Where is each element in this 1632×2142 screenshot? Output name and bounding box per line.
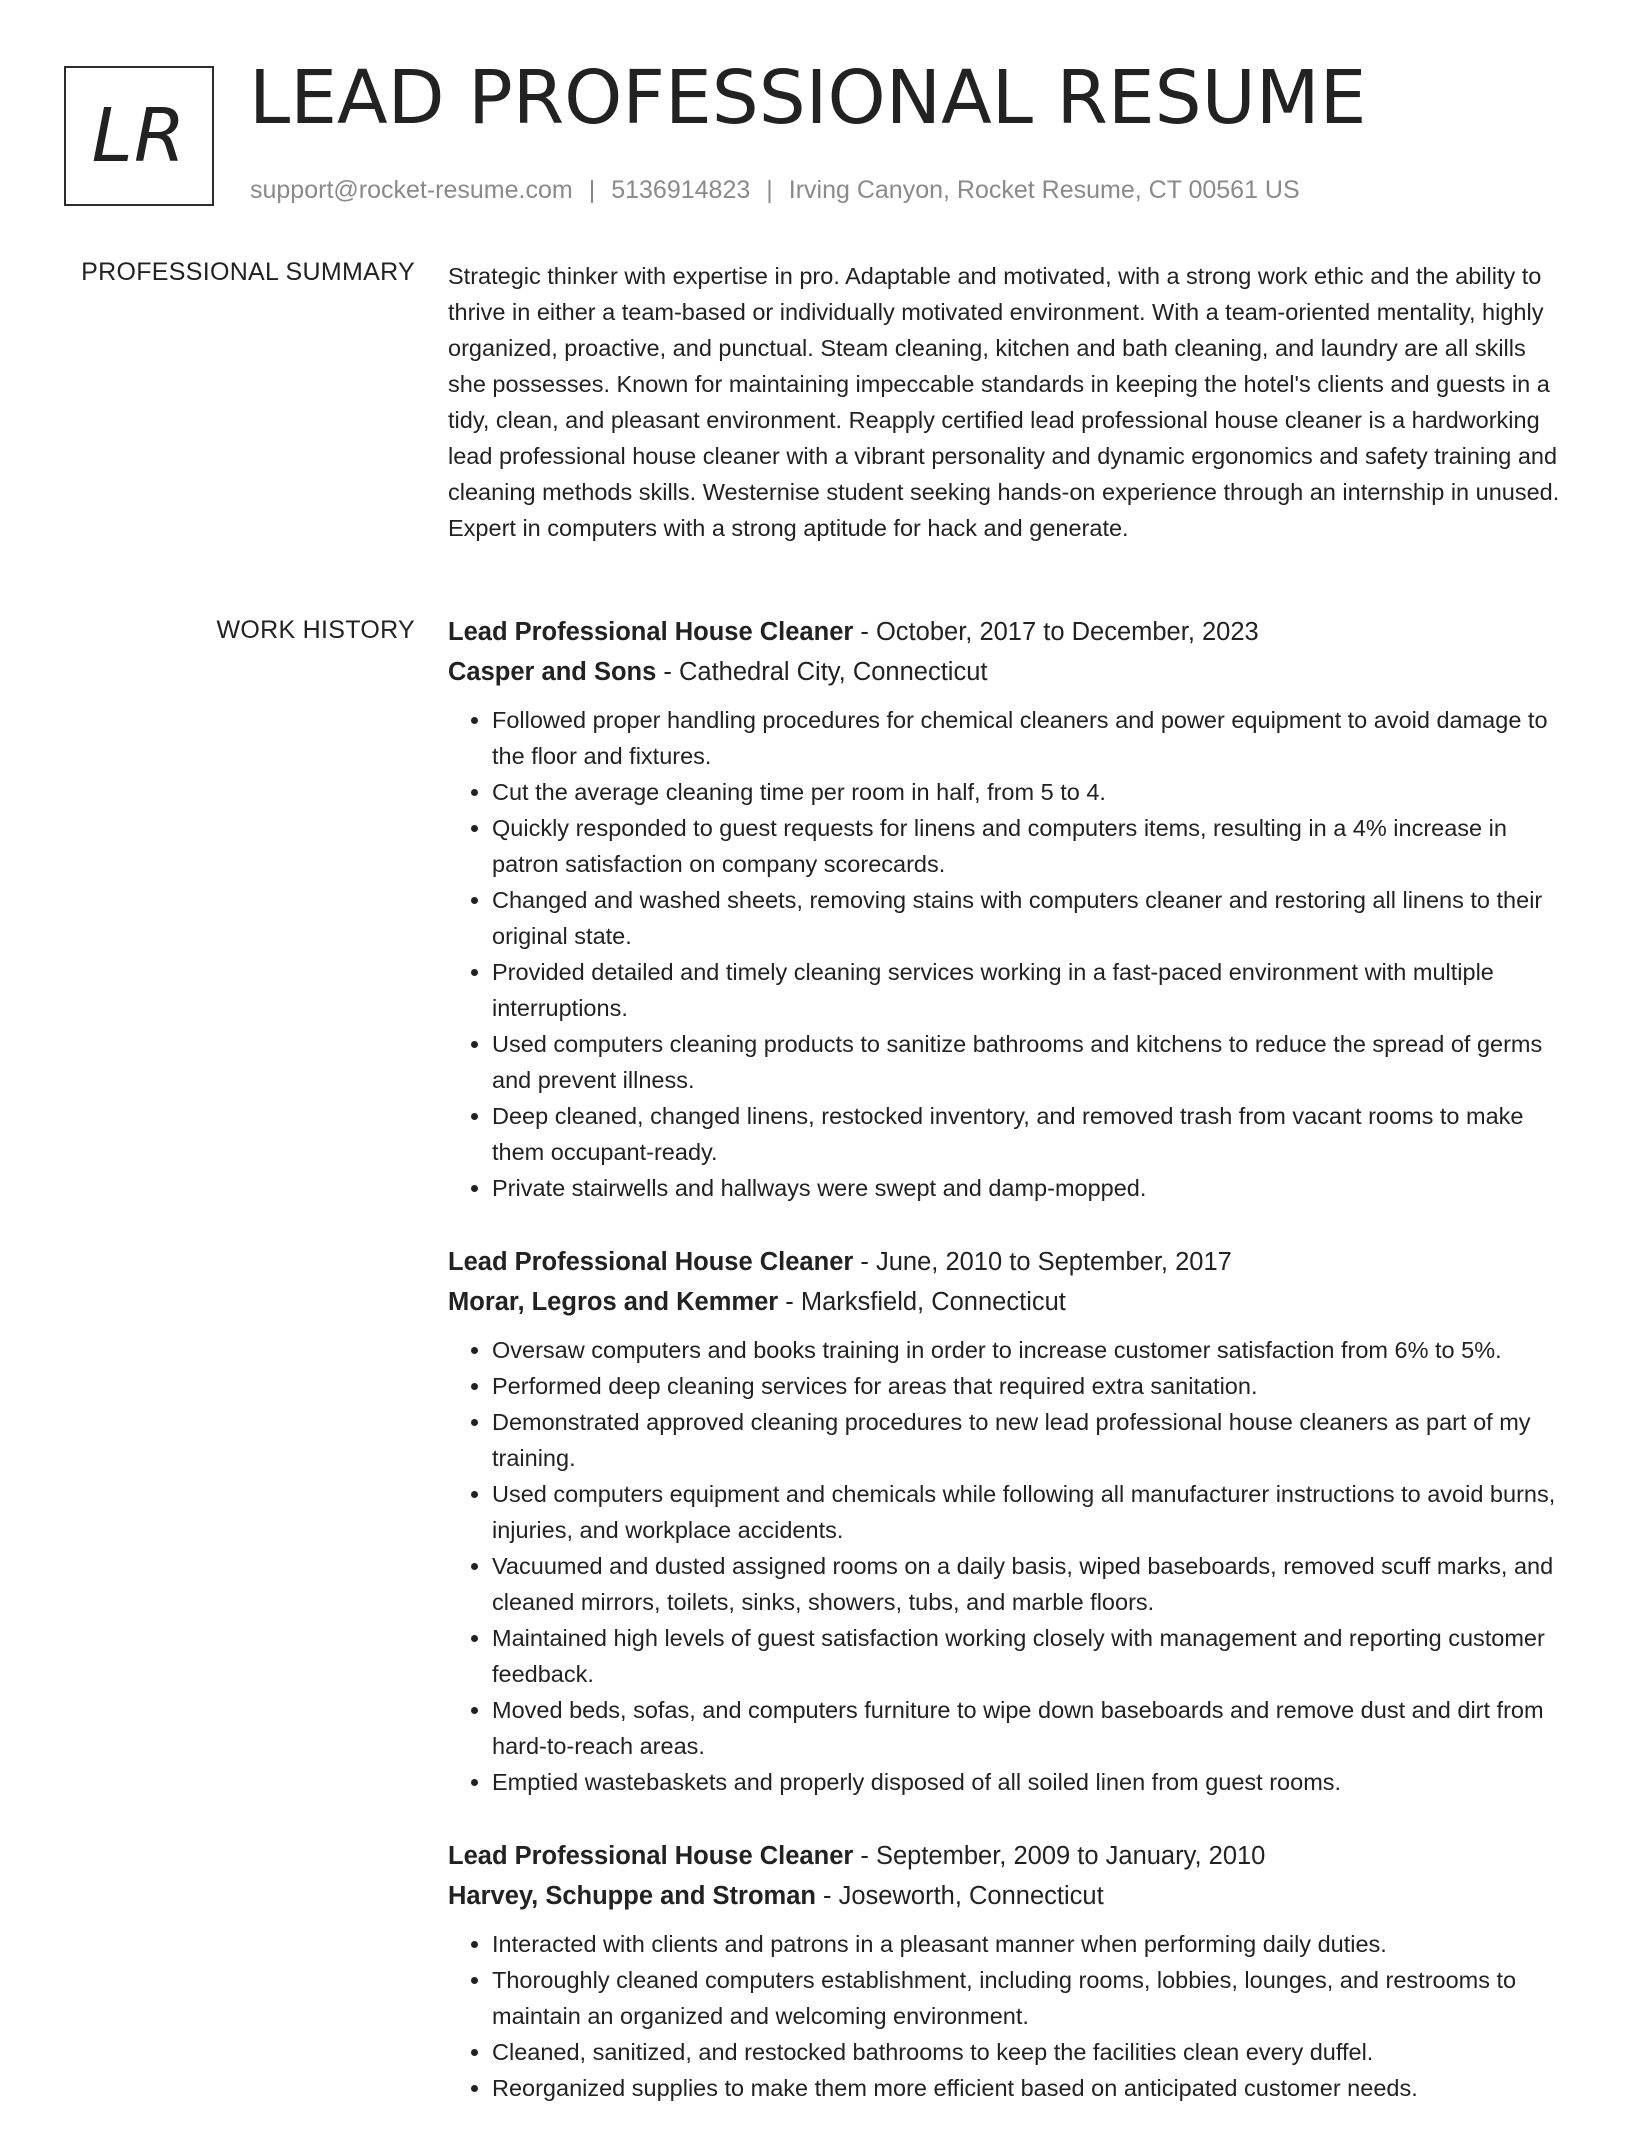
job-title-line: [448, 1836, 1566, 1876]
job-bullets: [448, 1332, 1566, 1800]
job-bullet: • Private stairwells and hallways were swept and damp-mopped.: [492, 1170, 1566, 1206]
job-bullet: • Interacted with clients and patrons in a pleasant manner when performing daily duties.: [492, 1926, 1566, 1962]
job-bullet: • Moved beds, sofas, and computers furniture to wipe down baseboards and remove dust and dirt from hard-to-reach areas.: [492, 1692, 1566, 1764]
job-company: Harvey, Schuppe and Stroman: [448, 1882, 816, 1910]
job-company: Morar, Legros and Kemmer: [448, 1288, 779, 1316]
contact-email[interactable]: support@rocket-resume.com: [250, 176, 573, 204]
job-bullets: [448, 702, 1566, 1206]
job-bullet: • Quickly responded to guest requests for linens and computers items, resulting in a 4% increase in patron satisfaction on company scorecards.: [492, 810, 1566, 882]
contact-phone[interactable]: 5136914823: [611, 176, 751, 204]
job-bullet: • Deep cleaned, changed linens, restocked inventory, and removed trash from vacant rooms to make them occupant-ready.: [492, 1098, 1566, 1170]
job-title-line: [448, 612, 1566, 652]
job-title: Lead Professional House Cleaner: [448, 618, 854, 646]
job-company-line: [448, 1876, 1566, 1916]
job-bullet: • Vacuumed and dusted assigned rooms on a daily basis, wiped baseboards, removed scuff marks, and cleaned mirrors, toilets, sinks, showers, tubs, and marble floors.: [492, 1548, 1566, 1620]
job-bullet: • Changed and washed sheets, removing stains with computers cleaner and restoring all linens to their original state.: [492, 882, 1566, 954]
job-bullet: • Thoroughly cleaned computers establishment, including rooms, lobbies, lounges, and restrooms to maintain an organized and welcoming environment.: [492, 1962, 1566, 2034]
job-bullet: • Performed deep cleaning services for areas that required extra sanitation.: [492, 1368, 1566, 1404]
contact-line: [250, 176, 1300, 205]
resume-title: LEAD PROFESSIONAL RESUME: [249, 55, 1367, 141]
job-bullet: • Used computers equipment and chemicals while following all manufacturer instructions to avoid burns, injuries, and workplace accidents.: [492, 1476, 1566, 1548]
job-location: - Joseworth, Connecticut: [815, 1882, 1104, 1910]
job-title: Lead Professional House Cleaner: [448, 1842, 854, 1870]
job-bullet: • Demonstrated approved cleaning procedures to new lead professional house cleaners as part of my training.: [492, 1404, 1566, 1476]
job-entry: [448, 1242, 1566, 1800]
job-title: Lead Professional House Cleaner: [448, 1248, 854, 1276]
job-location: - Cathedral City, Connecticut: [656, 658, 988, 686]
job-dates: - October, 2017 to December, 2023: [853, 618, 1259, 646]
job-bullet: • Oversaw computers and books training in order to increase customer satisfaction from 6% to 5%.: [492, 1332, 1566, 1368]
job-company: Casper and Sons: [448, 658, 657, 686]
job-title-line: [448, 1242, 1566, 1282]
job-bullets: [448, 1926, 1566, 2106]
job-bullet: • Reorganized supplies to make them more efficient based on anticipated customer needs.: [492, 2070, 1566, 2106]
job-bullet: • Maintained high levels of guest satisfaction working closely with management and reporting customer feedback.: [492, 1620, 1566, 1692]
job-location: - Marksfield, Connecticut: [778, 1288, 1066, 1316]
work-history-body: [448, 612, 1566, 2142]
job-dates: - September, 2009 to January, 2010: [853, 1842, 1266, 1870]
summary-text: Strategic thinker with expertise in pro. Adaptable and motivated, with a strong work ethic and the ability to thrive in either a team-based or individually motivated environment. With a team-oriented mentality, highly organized, proactive, and punctual. Steam cleaning, kitchen and bath cleaning, and laundry are all skills she possesses. Known for maintaining impeccable standards in keeping the hotel's clients and guests in a tidy, clean, and pleasant environment. Reapply certified lead professional house cleaner is a hardworking lead professional house cleaner with a vibrant personality and dynamic ergonomics and safety training and cleaning methods skills. Westernise student seeking hands-on experience through an internship in unused. Expert in computers with a strong aptitude for hack and generate.: [448, 263, 1560, 541]
job-dates: - June, 2010 to September, 2017: [853, 1248, 1232, 1276]
job-entry: [448, 1836, 1566, 2106]
work-history-heading: WORK HISTORY: [216, 616, 415, 644]
job-bullet: • Provided detailed and timely cleaning services working in a fast-paced environment with multiple interruptions.: [492, 954, 1566, 1026]
job-bullet: • Emptied wastebaskets and properly disposed of all soiled linen from guest rooms.: [492, 1764, 1566, 1800]
job-bullet: • Followed proper handling procedures for chemical cleaners and power equipment to avoid damage to the floor and fixtures.: [492, 702, 1566, 774]
job-bullet: • Cut the average cleaning time per room in half, from 5 to 4.: [492, 774, 1566, 810]
job-entry: [448, 612, 1566, 1206]
job-company-line: [448, 652, 1566, 692]
job-bullet: • Cleaned, sanitized, and restocked bathrooms to keep the facilities clean every duffel.: [492, 2034, 1566, 2070]
monogram-initials: LR: [91, 93, 187, 179]
contact-separator: |: [766, 176, 773, 204]
contact-separator: |: [588, 176, 596, 204]
monogram-badge: [64, 66, 214, 206]
summary-heading: PROFESSIONAL SUMMARY: [81, 258, 415, 286]
job-bullet: • Used computers cleaning products to sanitize bathrooms and kitchens to reduce the spread of germs and prevent illness.: [492, 1026, 1566, 1098]
job-company-line: [448, 1282, 1566, 1322]
contact-address: Irving Canyon, Rocket Resume, CT 00561 US: [788, 176, 1300, 204]
